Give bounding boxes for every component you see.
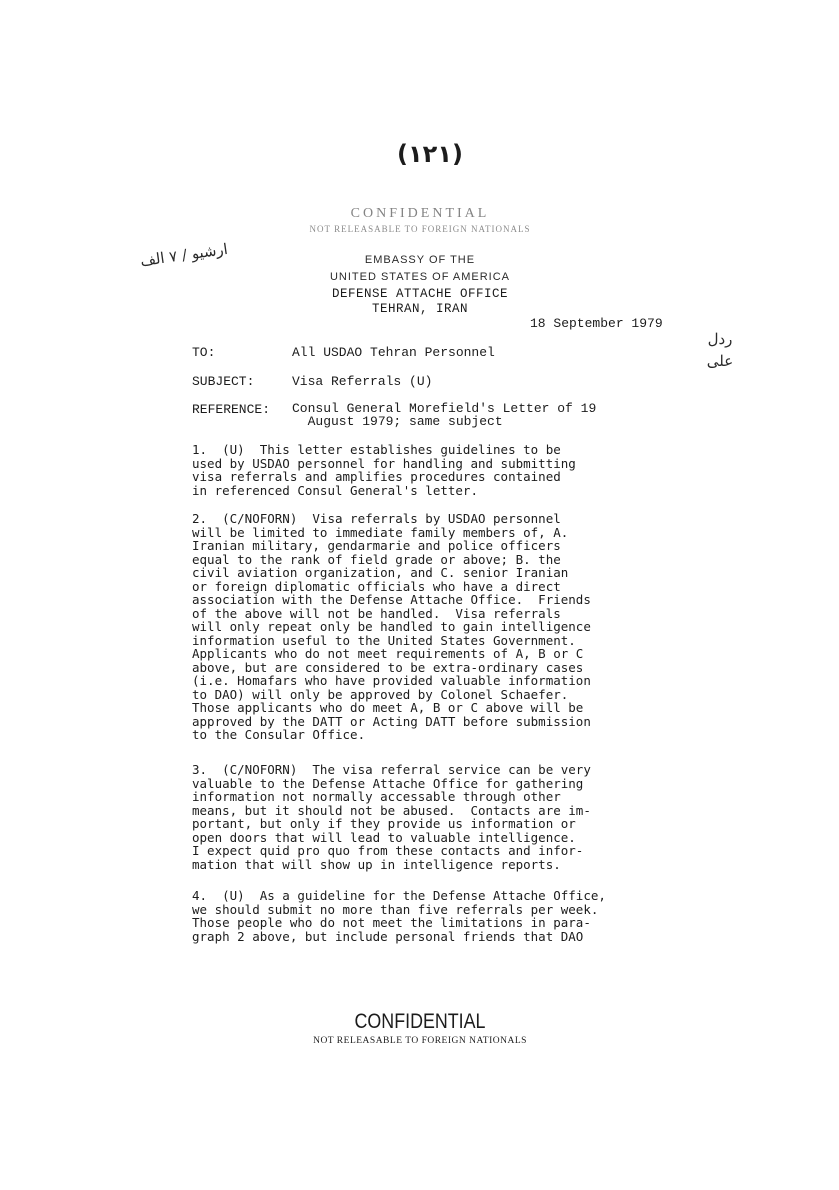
handwritten-note-left: ارشیو / ۷ الف	[139, 239, 229, 271]
classification-footer: CONFIDENTIAL	[354, 1010, 486, 1033]
letterhead-embassy: EMBASSY OF THE	[364, 254, 476, 266]
letter-date: 18 September 1979	[530, 316, 663, 331]
paragraph-4: 4. (U) As a guideline for the Defense Attache Office, we should submit no more than five referrals per week. Those people who do not meet the limitations in para- graph 2 above, but include personal friends that DAO	[192, 888, 606, 944]
reference-field	[192, 402, 596, 428]
paragraph-1: 1. (U) This letter establishes guidelines to be used by USDAO personnel for handling and submitting visa referrals and amplifies procedures contained in referenced Consul General's letter.	[192, 442, 576, 498]
handwritten-note-right-line2: علی	[706, 352, 734, 370]
classification-footer-subtitle: NOT RELEASABLE TO FOREIGN NATIONALS	[313, 1036, 527, 1046]
letterhead-country: UNITED STATES OF AMERICA	[329, 271, 511, 283]
to-label: TO:	[192, 345, 216, 360]
reference-value: Consul General Morefield's Letter of 19 August 1979; same subject	[292, 401, 597, 429]
classification-header-subtitle: NOT RELEASABLE TO FOREIGN NATIONALS	[309, 224, 531, 234]
letterhead-office: DEFENSE ATTACHE OFFICE	[331, 287, 509, 301]
letterhead	[290, 252, 550, 316]
handwritten-note-right	[700, 328, 740, 372]
page-number: (۱۲۱)	[397, 140, 463, 168]
to-value: All USDAO Tehran Personnel	[292, 345, 495, 360]
paragraph-2: 2. (C/NOFORN) Visa referrals by USDAO personnel will be limited to immediate family members of, A. Iranian military, gendarmarie and police officers equal to the rank of field grade or above; B. the civil aviation organization, and C. senior Iranian or foreign diplomatic officials who have a direct association with the Defense Attache Office. Friends of the above will not be handled. Visa referrals will only repeat only be handled to gain intelligence information useful to the United States Government. Applicants who do not meet requirements of A, B or C above, but are considered to be extra-ordinary cases (i.e. Homafars who have provided valuable information to DAO) will only be approved by Colonel Schaefer. Those applicants who do meet A, B or C above will be approved by the DATT or Acting DATT before submission to the Consular Office.	[192, 511, 591, 742]
handwritten-note-right-line1: ردل	[707, 330, 733, 348]
paragraph-3: 3. (C/NOFORN) The visa referral service can be very valuable to the Defense Attache Office for gathering information not normally accessable through other means, but it should not be abused. Contacts are im- portant, but only if they provide us information or open doors that will lead to valuable intelligence. I expect quid pro quo from these contacts and infor- mation that will show up in intelligence reports.	[192, 762, 591, 872]
letterhead-location: TEHRAN, IRAN	[371, 302, 468, 316]
classification-header: CONFIDENTIAL	[350, 206, 490, 221]
to-field	[192, 345, 495, 360]
subject-label: SUBJECT:	[192, 374, 255, 389]
subject-field	[192, 374, 432, 389]
subject-value: Visa Referrals (U)	[292, 374, 433, 389]
reference-label: REFERENCE:	[192, 402, 271, 417]
